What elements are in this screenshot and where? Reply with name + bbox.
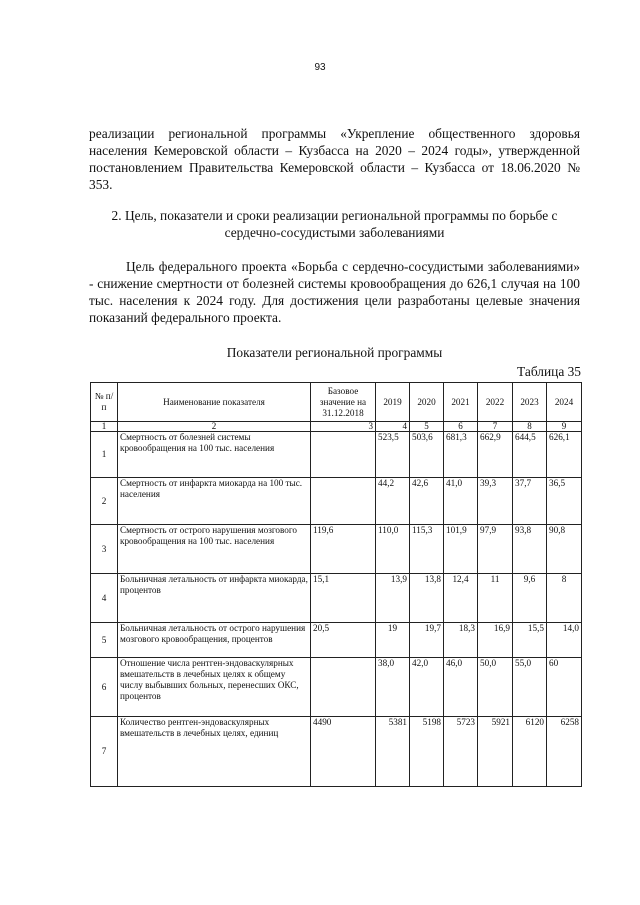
row-number: 3 [91, 525, 118, 574]
value-2023: 37,7 [513, 478, 547, 525]
value-2023: 644,5 [513, 432, 547, 478]
column-number: 8 [513, 422, 547, 432]
column-number: 9 [547, 422, 582, 432]
column-number: 3 [311, 422, 376, 432]
value-2020: 503,6 [410, 432, 444, 478]
row-number: 4 [91, 574, 118, 623]
value-2019: 523,5 [376, 432, 410, 478]
table-row [91, 478, 582, 525]
value-2022: 16,9 [478, 623, 513, 658]
table-row [91, 574, 582, 623]
column-number: 5 [410, 422, 444, 432]
column-number: 1 [91, 422, 118, 432]
table-row [91, 717, 582, 787]
value-2019: 44,2 [376, 478, 410, 525]
value-2024: 36,5 [547, 478, 582, 525]
goal-paragraph: Цель федерального проекта «Борьба с сердечно-сосудистыми заболеваниями» - снижение смертности от болезней системы кровообращения до 626,1 случая на 100 тыс. населения к 2024 году. Для достижения цели разработаны целевые значения показаний федерального проекта. [89, 259, 580, 325]
value-2024: 14,0 [547, 623, 582, 658]
value-2021: 101,9 [444, 525, 478, 574]
header-base: Базовое значение на 31.12.2018 [311, 383, 376, 422]
section-heading: 2. Цель, показатели и сроки реализации региональной программы по борьбе с сердечно-сосудистыми заболеваниями [111, 208, 558, 240]
header-2021: 2021 [444, 383, 478, 422]
value-2023: 9,6 [513, 574, 547, 623]
value-2021: 18,3 [444, 623, 478, 658]
value-2022: 50,0 [478, 658, 513, 717]
header-name: Наименование показателя [118, 383, 311, 422]
value-2023: 93,8 [513, 525, 547, 574]
value-2021: 46,0 [444, 658, 478, 717]
base-value: 119,6 [311, 525, 376, 574]
column-number-row [91, 422, 582, 432]
header-row [91, 383, 582, 422]
value-2022: 11 [478, 574, 513, 623]
header-2024: 2024 [547, 383, 582, 422]
row-number: 7 [91, 717, 118, 787]
row-number: 1 [91, 432, 118, 478]
value-2021: 681,3 [444, 432, 478, 478]
value-2024: 90,8 [547, 525, 582, 574]
indicator-name: Смертность от инфаркта миокарда на 100 тыс. населения [118, 478, 311, 525]
column-number: 6 [444, 422, 478, 432]
row-number: 5 [91, 623, 118, 658]
base-value [311, 478, 376, 525]
value-2019: 13,9 [376, 574, 410, 623]
value-2024: 60 [547, 658, 582, 717]
value-2021: 41,0 [444, 478, 478, 525]
value-2021: 12,4 [444, 574, 478, 623]
value-2019: 110,0 [376, 525, 410, 574]
value-2021: 5723 [444, 717, 478, 787]
value-2022: 662,9 [478, 432, 513, 478]
table-row [91, 432, 582, 478]
value-2023: 15,5 [513, 623, 547, 658]
value-2022: 5921 [478, 717, 513, 787]
base-value [311, 658, 376, 717]
row-number: 2 [91, 478, 118, 525]
indicator-name: Количество рентген-эндоваскулярных вмешательств в лечебных целях, единиц [118, 717, 311, 787]
base-value: 4490 [311, 717, 376, 787]
intro-paragraph: реализации региональной программы «Укрепление общественного здоровья населения Кемеровской области – Кузбасса на 2020 – 2024 годы», утвержденной постановлением Правительства Кемеровской области – Кузбасса от 18.06.2020 № 353. [89, 126, 580, 192]
table-row [91, 623, 582, 658]
indicator-name: Смертность от острого нарушения мозгового кровообращения на 100 тыс. населения [118, 525, 311, 574]
base-value: 15,1 [311, 574, 376, 623]
page-number: 93 [314, 62, 326, 73]
base-value [311, 432, 376, 478]
value-2020: 5198 [410, 717, 444, 787]
value-2022: 39,3 [478, 478, 513, 525]
value-2019: 19 [376, 623, 410, 658]
column-number: 4 [376, 422, 410, 432]
column-number: 7 [478, 422, 513, 432]
table-row [91, 525, 582, 574]
header-2020: 2020 [410, 383, 444, 422]
table-number: Таблица 35 [517, 364, 581, 379]
value-2020: 13,8 [410, 574, 444, 623]
indicators-table [90, 382, 582, 787]
indicator-name: Отношение числа рентген-эндоваскулярных вмешательств в лечебных целях к общему числу выбывших больных, перенесших ОКС, процентов [118, 658, 311, 717]
value-2020: 19,7 [410, 623, 444, 658]
table-title: Показатели региональной программы [226, 345, 443, 360]
value-2020: 42,6 [410, 478, 444, 525]
indicator-name: Смертность от болезней системы кровообращения на 100 тыс. населения [118, 432, 311, 478]
header-2019: 2019 [376, 383, 410, 422]
table-row [91, 658, 582, 717]
value-2019: 38,0 [376, 658, 410, 717]
header-2023: 2023 [513, 383, 547, 422]
value-2024: 8 [547, 574, 582, 623]
row-number: 6 [91, 658, 118, 717]
value-2023: 6120 [513, 717, 547, 787]
indicator-name: Больничная летальность от острого нарушения мозгового кровообращения, процентов [118, 623, 311, 658]
value-2023: 55,0 [513, 658, 547, 717]
value-2020: 115,3 [410, 525, 444, 574]
indicator-name: Больничная летальность от инфаркта миокарда, процентов [118, 574, 311, 623]
value-2022: 97,9 [478, 525, 513, 574]
header-2022: 2022 [478, 383, 513, 422]
value-2024: 626,1 [547, 432, 582, 478]
value-2020: 42,0 [410, 658, 444, 717]
value-2019: 5381 [376, 717, 410, 787]
column-number: 2 [118, 422, 311, 432]
value-2024: 6258 [547, 717, 582, 787]
base-value: 20,5 [311, 623, 376, 658]
header-num: № п/п [91, 383, 118, 422]
